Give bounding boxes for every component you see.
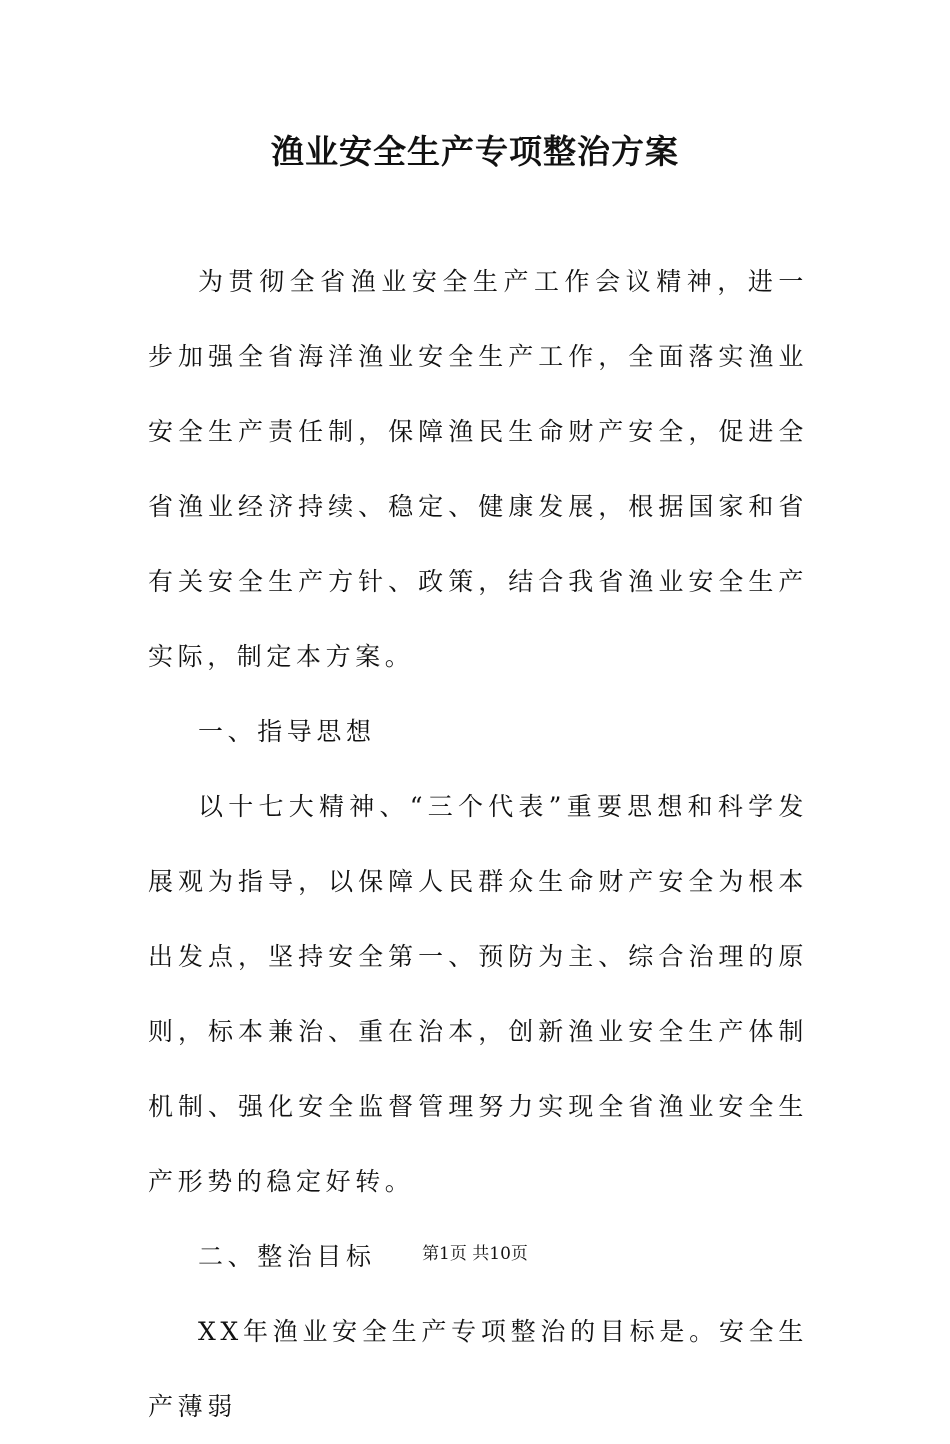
section-heading-goals: 二、整治目标 xyxy=(198,1242,376,1271)
section-heading-guiding-ideology: 一、指导思想 xyxy=(198,717,376,746)
goals-paragraph: XX年渔业安全生产专项整治的目标是。安全生产薄弱 xyxy=(148,1317,808,1421)
intro-paragraph: 为贯彻全省渔业安全生产工作会议精神，进一步加强全省海洋渔业安全生产工作，全面落实渔业安全生产责任制，保障渔民生命财产安全，促进全省渔业经济持续、稳定、健康发展，根据国家和省有关安全生产方针、政策，结合我省渔业安全生产实际，制定本方案。 xyxy=(148,267,808,671)
page-footer: 第1页 共10页 xyxy=(422,1244,528,1264)
document-title: 渔业安全生产专项整治方案 xyxy=(271,132,679,171)
guiding-ideology-paragraph: 以十七大精神、“三个代表”重要思想和科学发展观为指导，以保障人民群众生命财产安全为根本出发点，坚持安全第一、预防为主、综合治理的原则，标本兼治、重在治本，创新渔业安全生产体制机制、强化安全监督管理努力实现全省渔业安全生产形势的稳定好转。 xyxy=(148,792,808,1196)
